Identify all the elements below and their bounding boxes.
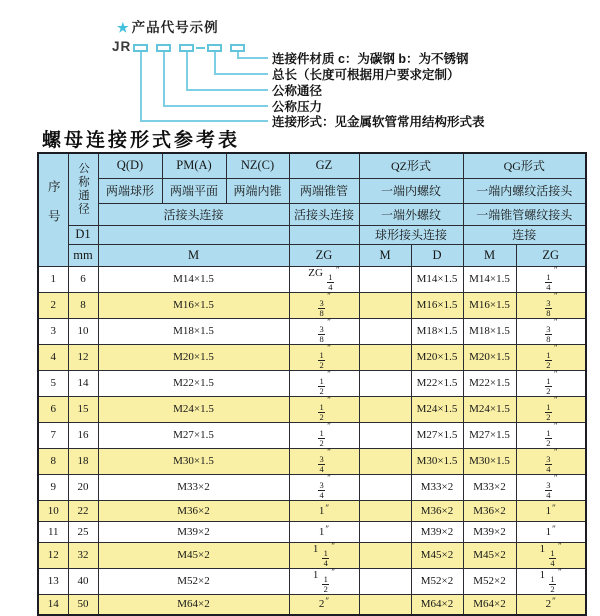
- fraction: $\frac{1}{4}$: [546, 271, 551, 292]
- fraction: $\frac{3}{4}$: [319, 479, 324, 500]
- cell-zg: 2″: [289, 594, 359, 615]
- header-q-desc: 两端球形: [98, 178, 162, 203]
- fraction: $\frac{3}{4}$: [319, 453, 324, 474]
- cell-qg_zg: [516, 396, 586, 422]
- cell-seq: 8: [38, 448, 68, 474]
- fraction: $\frac{1}{2}$: [319, 375, 324, 396]
- cell-m: M22×1.5: [98, 370, 289, 396]
- inch-mark: ″: [554, 342, 558, 353]
- cell-qz_m: [359, 266, 411, 292]
- cell-seq: 7: [38, 422, 68, 448]
- header-qz-conn: 球形接头连接: [359, 225, 463, 244]
- diagram-label-pressure: 公称压力: [272, 100, 323, 114]
- cell-m: M30×1.5: [98, 448, 289, 474]
- inch-mark: ″: [327, 420, 331, 431]
- header-qz-desc1: 一端内螺纹: [359, 178, 463, 203]
- header-qz-m-label: M: [359, 244, 411, 266]
- page-title: 螺母连接形式参考表: [42, 130, 241, 151]
- inch-mark: ″: [558, 566, 562, 577]
- cell-qg_m: M45×2: [463, 542, 516, 568]
- cell-qg_m: M52×2: [463, 568, 516, 594]
- cell-m: M18×1.5: [98, 318, 289, 344]
- code-box-3: [179, 44, 194, 52]
- header-qg-desc1: 一端内螺纹活接头: [463, 178, 586, 203]
- cell-zg: [289, 370, 359, 396]
- inch-mark: ″: [325, 502, 330, 513]
- cell-qg_m: M22×1.5: [463, 370, 516, 396]
- cell-qg_zg: 1″: [516, 521, 586, 542]
- cell-mm: 6: [68, 266, 98, 292]
- table-row: [38, 448, 586, 474]
- cell-qg_m: M16×1.5: [463, 292, 516, 318]
- cell-qz_d: M24×1.5: [411, 396, 463, 422]
- fraction: $\frac{1}{2}$: [546, 401, 551, 422]
- cell-zg: 1″: [289, 521, 359, 542]
- diagram-title-text: 产品代号示例: [131, 20, 219, 35]
- header-zg-label: ZG: [289, 244, 359, 266]
- fraction: $\frac{1}{4}$: [328, 271, 333, 292]
- cell-mm: 32: [68, 542, 98, 568]
- cell-qg_zg: [516, 292, 586, 318]
- cell-seq: 1: [38, 266, 68, 292]
- fraction: $\frac{3}{4}$: [546, 479, 551, 500]
- fraction: $\frac{1}{4}$: [550, 547, 555, 568]
- cell-zg: [289, 474, 359, 500]
- table-header: [38, 153, 586, 266]
- cell-zg: 1 $\frac{1}{4}$ ″: [289, 542, 359, 568]
- fraction: $\frac{3}{8}$: [319, 297, 324, 318]
- header-col-pm: PM(A): [162, 153, 226, 178]
- inch-mark: ″: [554, 446, 558, 457]
- cell-qz_m: [359, 448, 411, 474]
- cell-qg_m: M36×2: [463, 500, 516, 521]
- table-row: [38, 521, 586, 542]
- header-col-q: Q(D): [98, 153, 162, 178]
- table-row: [38, 344, 586, 370]
- cell-mm: 14: [68, 370, 98, 396]
- cell-zg: [289, 318, 359, 344]
- fraction: $\frac{1}{4}$: [323, 547, 328, 568]
- cell-qg_zg: 1 $\frac{1}{4}$ ″: [516, 542, 586, 568]
- cell-zg: [289, 422, 359, 448]
- diagram-label-connection: 连接形式：见金属软管常用结构形式表: [272, 115, 485, 129]
- table-row: [38, 474, 586, 500]
- cell-seq: 10: [38, 500, 68, 521]
- inch-mark: ″: [327, 472, 331, 483]
- cell-qg_zg: [516, 422, 586, 448]
- cell-qg_m: M24×1.5: [463, 396, 516, 422]
- inch-mark: ″: [331, 566, 336, 577]
- header-qz-desc2: 一端外螺纹: [359, 203, 463, 225]
- cell-qg_zg: 2″: [516, 594, 586, 615]
- cell-qz_d: M16×1.5: [411, 292, 463, 318]
- header-nz-desc: 两端内锥: [226, 178, 289, 203]
- cell-qg_zg: [516, 344, 586, 370]
- table-row: [38, 370, 586, 396]
- header-pm-desc: 两端平面: [162, 178, 226, 203]
- cell-qg_zg: [516, 318, 586, 344]
- cell-qg_m: M39×2: [463, 521, 516, 542]
- cell-m: M27×1.5: [98, 422, 289, 448]
- cell-m: M20×1.5: [98, 344, 289, 370]
- header-col-gz: GZ: [289, 153, 359, 178]
- table-row: [38, 318, 586, 344]
- fraction: $\frac{1}{2}$: [323, 573, 328, 594]
- fraction: $\frac{1}{2}$: [546, 349, 551, 370]
- inch-mark: ″: [327, 394, 331, 405]
- cell-mm: 8: [68, 292, 98, 318]
- header-dia: 公称通径: [68, 153, 98, 225]
- cell-mm: 50: [68, 594, 98, 615]
- inch-mark: ″: [552, 596, 556, 607]
- fraction: $\frac{1}{2}$: [319, 349, 324, 370]
- cell-seq: 11: [38, 521, 68, 542]
- cell-seq: 5: [38, 370, 68, 396]
- inch-mark: ″: [327, 290, 331, 301]
- header-col-nz: NZ(C): [226, 153, 289, 178]
- inch-mark: ″: [335, 264, 340, 275]
- cell-mm: 16: [68, 422, 98, 448]
- table-row: [38, 542, 586, 568]
- cell-qz_d: M30×1.5: [411, 448, 463, 474]
- cell-qz_d: M20×1.5: [411, 344, 463, 370]
- header-gz-joint: 活接头连接: [289, 203, 359, 225]
- table-row: [38, 568, 586, 594]
- fraction: $\frac{3}{8}$: [319, 323, 324, 344]
- fraction: $\frac{1}{2}$: [319, 427, 324, 448]
- inch-mark: ″: [558, 540, 562, 551]
- inch-mark: ″: [554, 290, 558, 301]
- cell-qg_zg: 1″: [516, 500, 586, 521]
- code-box-4: [207, 44, 222, 52]
- cell-zg: ZG $\frac{1}{4}$ ″: [289, 266, 359, 292]
- cell-qg_m: M30×1.5: [463, 448, 516, 474]
- inch-mark: ″: [554, 316, 558, 327]
- cell-qz_d: M52×2: [411, 568, 463, 594]
- cell-mm: 22: [68, 500, 98, 521]
- cell-zg: 1″: [289, 500, 359, 521]
- diagram-label-length: 总长（长度可根据用户要求定制）: [272, 68, 460, 82]
- cell-mm: 10: [68, 318, 98, 344]
- cell-qg_zg: [516, 448, 586, 474]
- cell-seq: 12: [38, 542, 68, 568]
- cell-m: M24×1.5: [98, 396, 289, 422]
- cell-qz_d: M33×2: [411, 474, 463, 500]
- cell-qz_m: [359, 292, 411, 318]
- fraction: $\frac{3}{8}$: [546, 297, 551, 318]
- cell-qg_zg: [516, 474, 586, 500]
- cell-qz_m: [359, 500, 411, 521]
- cell-seq: 13: [38, 568, 68, 594]
- header-qg-conn: 连接: [463, 225, 586, 244]
- cell-qz_d: M27×1.5: [411, 422, 463, 448]
- cell-qg_m: M18×1.5: [463, 318, 516, 344]
- inch-mark: ″: [552, 523, 556, 534]
- header-seq: 序号: [38, 153, 68, 266]
- header-live-joint: 活接头连接: [98, 203, 289, 225]
- cell-qz_m: [359, 318, 411, 344]
- cell-mm: 20: [68, 474, 98, 500]
- cell-m: M16×1.5: [98, 292, 289, 318]
- code-dash: [196, 47, 205, 49]
- cell-m: M33×2: [98, 474, 289, 500]
- cell-m: M52×2: [98, 568, 289, 594]
- cell-qz_d: M64×2: [411, 594, 463, 615]
- connector-line-5: [140, 52, 268, 122]
- nut-connection-table: [37, 152, 587, 616]
- cell-qz_d: M39×2: [411, 521, 463, 542]
- cell-mm: 18: [68, 448, 98, 474]
- cell-zg: [289, 396, 359, 422]
- cell-qg_m: M27×1.5: [463, 422, 516, 448]
- cell-mm: 15: [68, 396, 98, 422]
- cell-m: M45×2: [98, 542, 289, 568]
- cell-seq: 9: [38, 474, 68, 500]
- table-row: [38, 422, 586, 448]
- cell-zg: 1 $\frac{1}{2}$ ″: [289, 568, 359, 594]
- cell-qz_m: [359, 422, 411, 448]
- cell-seq: 6: [38, 396, 68, 422]
- cell-qz_m: [359, 542, 411, 568]
- header-m-label: M: [98, 244, 289, 266]
- cell-qz_d: M18×1.5: [411, 318, 463, 344]
- inch-mark: ″: [331, 540, 336, 551]
- cell-seq: 14: [38, 594, 68, 615]
- cell-qz_m: [359, 568, 411, 594]
- cell-qz_m: [359, 344, 411, 370]
- cell-zg: [289, 344, 359, 370]
- code-box-2: [156, 44, 171, 52]
- code-box-1: [133, 44, 148, 52]
- fraction: $\frac{1}{2}$: [546, 375, 551, 396]
- header-mm: mm: [68, 244, 98, 266]
- cell-qz_m: [359, 370, 411, 396]
- cell-seq: 4: [38, 344, 68, 370]
- inch-mark: ″: [554, 368, 558, 379]
- inch-mark: ″: [325, 596, 330, 607]
- inch-mark: ″: [327, 446, 331, 457]
- cell-mm: 40: [68, 568, 98, 594]
- cell-qz_m: [359, 396, 411, 422]
- header-col-qz: QZ形式: [359, 153, 463, 178]
- cell-m: M64×2: [98, 594, 289, 615]
- code-box-5: [230, 44, 245, 52]
- table-row: [38, 396, 586, 422]
- table-row: [38, 594, 586, 615]
- cell-seq: 3: [38, 318, 68, 344]
- cell-qg_zg: [516, 370, 586, 396]
- cell-qz_d: M36×2: [411, 500, 463, 521]
- fraction: $\frac{1}{2}$: [319, 401, 324, 422]
- header-qg-m-label: M: [463, 244, 516, 266]
- inch-mark: ″: [554, 472, 558, 483]
- cell-qz_m: [359, 594, 411, 615]
- table-body: [38, 266, 586, 615]
- cell-qg_m: M20×1.5: [463, 344, 516, 370]
- cell-qz_m: [359, 474, 411, 500]
- cell-qz_d: M45×2: [411, 542, 463, 568]
- cell-qg_m: M64×2: [463, 594, 516, 615]
- header-gz-desc: 两端锥管: [289, 178, 359, 203]
- cell-qg_m: M33×2: [463, 474, 516, 500]
- cell-qz_m: [359, 521, 411, 542]
- cell-qg_zg: [516, 266, 586, 292]
- diagram-title: [117, 16, 219, 36]
- inch-mark: ″: [327, 342, 331, 353]
- fraction: $\frac{3}{8}$: [546, 323, 551, 344]
- cell-qz_d: M14×1.5: [411, 266, 463, 292]
- fraction: $\frac{3}{4}$: [546, 453, 551, 474]
- star-icon: ★: [117, 20, 130, 35]
- header-qg-zg-label: ZG: [516, 244, 586, 266]
- inch-mark: ″: [552, 502, 556, 513]
- cell-zg: [289, 448, 359, 474]
- table-row: [38, 266, 586, 292]
- cell-mm: 12: [68, 344, 98, 370]
- fraction: $\frac{1}{2}$: [546, 427, 551, 448]
- cell-qg_m: M14×1.5: [463, 266, 516, 292]
- cell-qz_d: M22×1.5: [411, 370, 463, 396]
- inch-mark: ″: [554, 264, 558, 275]
- cell-qg_zg: 1 $\frac{1}{2}$ ″: [516, 568, 586, 594]
- inch-mark: ″: [554, 420, 558, 431]
- cell-m: M14×1.5: [98, 266, 289, 292]
- inch-mark: ″: [327, 316, 331, 327]
- cell-m: M39×2: [98, 521, 289, 542]
- cell-seq: 2: [38, 292, 68, 318]
- header-qg-desc2: 一端锥管螺纹接头: [463, 203, 586, 225]
- inch-mark: ″: [327, 368, 331, 379]
- diagram-label-diameter: 公称通径: [272, 84, 323, 98]
- cell-mm: 25: [68, 521, 98, 542]
- header-blank-m: [98, 225, 289, 244]
- fraction: $\frac{1}{2}$: [550, 573, 555, 594]
- header-col-qg: QG形式: [463, 153, 586, 178]
- diagram-label-material: 连接件材质 c：为碳钢 b：为不锈钢: [272, 52, 469, 66]
- table-row: [38, 292, 586, 318]
- cell-zg: [289, 292, 359, 318]
- inch-mark: ″: [325, 523, 330, 534]
- table-row: [38, 500, 586, 521]
- code-prefix: JR: [112, 39, 132, 54]
- cell-m: M36×2: [98, 500, 289, 521]
- header-qz-d-label: D: [411, 244, 463, 266]
- header-d1: D1: [68, 225, 98, 244]
- inch-mark: ″: [554, 394, 558, 405]
- header-blank-gz: [289, 225, 359, 244]
